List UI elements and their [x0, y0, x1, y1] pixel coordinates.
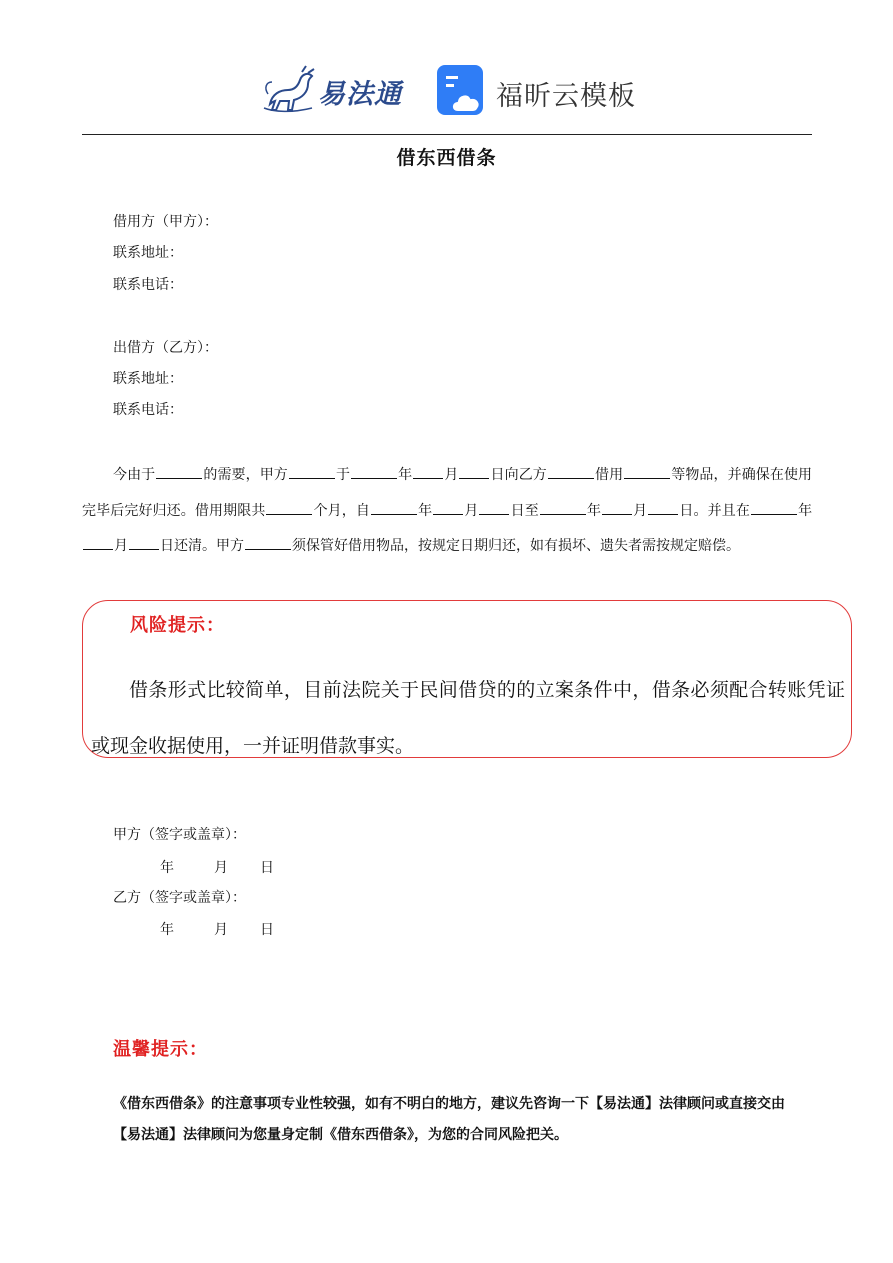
party-a-name-label: 借用方（甲方）： — [113, 214, 218, 230]
body-text-segment: 个月，自 — [313, 502, 371, 519]
blank-field — [540, 499, 586, 515]
body-text-segment: 月 — [114, 538, 128, 554]
logo-right-text: 福昕云模板 — [496, 81, 636, 112]
body-text-segment: 年 — [797, 502, 813, 519]
blank-field — [479, 499, 509, 515]
body-text-segment: 借用 — [594, 467, 624, 483]
body-text-segment: 等物品，并确保在使用完毕后完好归还。借用期限共 — [82, 467, 813, 519]
party-b-signature-label: 乙方（签字或盖章）： — [113, 890, 246, 906]
body-text-segment: 年 — [398, 467, 413, 483]
date-day-label: 日 — [260, 922, 274, 938]
party-b-name-label: 出借方（乙方）： — [113, 340, 218, 356]
warm-tip-title: 温馨提示： — [113, 1039, 208, 1060]
body-text-segment: 月 — [464, 502, 479, 519]
blank-field — [83, 534, 113, 550]
blank-field — [371, 499, 417, 515]
blank-field — [245, 534, 291, 550]
yifatong-logo — [262, 64, 412, 116]
risk-notice-title: 风险提示： — [130, 615, 225, 636]
party-b-address-label: 联系地址： — [113, 371, 183, 387]
date-year-label: 年 — [160, 922, 174, 938]
blank-field — [548, 463, 594, 479]
date-month-label: 月 — [214, 922, 228, 938]
blank-field — [266, 499, 312, 515]
date-year-label: 年 — [160, 860, 174, 876]
body-text-segment: 须保管好借用物品，按规定日期归还，如有损坏、遗失者需按规定赔偿。 — [292, 538, 740, 554]
blank-field — [602, 499, 632, 515]
agreement-paragraph — [82, 458, 812, 565]
blank-field — [459, 463, 489, 479]
body-text-segment: 年 — [586, 502, 602, 519]
warm-tip-body: 《借东西借条》的注意事项专业性较强，如有不明白的地方，建议先咨询一下【易法通】法律顾问或直接交由【易法通】法律顾问为您量身定制《借东西借条》，为您的合同风险把关。 — [113, 1096, 785, 1143]
date-day-label: 日 — [260, 860, 274, 876]
blank-field — [648, 499, 678, 515]
party-a-phone-label: 联系电话： — [113, 277, 183, 293]
header-divider — [82, 134, 812, 135]
risk-notice-body: 借条形式比较简单，目前法院关于民间借贷的的立案条件中，借条必须配合转账凭证或现金收据使用，一并证明借款事实。 — [91, 679, 845, 757]
body-text-segment: 日至 — [510, 502, 539, 519]
foxit-template-logo — [436, 64, 646, 118]
blank-field — [624, 463, 670, 479]
document-title: 借东西借条 — [396, 147, 497, 169]
body-text-segment: 月 — [633, 502, 648, 519]
blank-field — [413, 463, 443, 479]
blank-field — [433, 499, 463, 515]
body-text-segment: 于 — [335, 467, 351, 483]
party-a-address-label: 联系地址： — [113, 245, 183, 261]
body-text-segment: 年 — [418, 502, 433, 519]
body-text-segment: 的需要，甲方 — [203, 467, 288, 483]
blank-field — [129, 534, 159, 550]
date-month-label: 月 — [214, 860, 228, 876]
horse-logo-icon — [262, 64, 318, 116]
party-b-signature-date — [160, 919, 274, 939]
party-a-signature-date — [160, 857, 274, 877]
blank-field — [751, 499, 797, 515]
blank-field — [156, 463, 202, 479]
party-a-signature-label: 甲方（签字或盖章）： — [113, 827, 246, 843]
body-text-segment: 日。并且在 — [679, 502, 750, 519]
body-text-segment: 日还清。甲方 — [160, 538, 244, 554]
party-b-phone-label: 联系电话： — [113, 402, 183, 418]
body-text-segment: 日向乙方 — [490, 467, 547, 483]
blank-field — [289, 463, 335, 479]
body-text-segment: 月 — [444, 467, 459, 483]
cloud-document-icon — [436, 64, 488, 118]
blank-field — [351, 463, 397, 479]
body-text-segment: 今由于 — [113, 467, 156, 483]
logo-left-text: 易法通 — [318, 79, 402, 110]
